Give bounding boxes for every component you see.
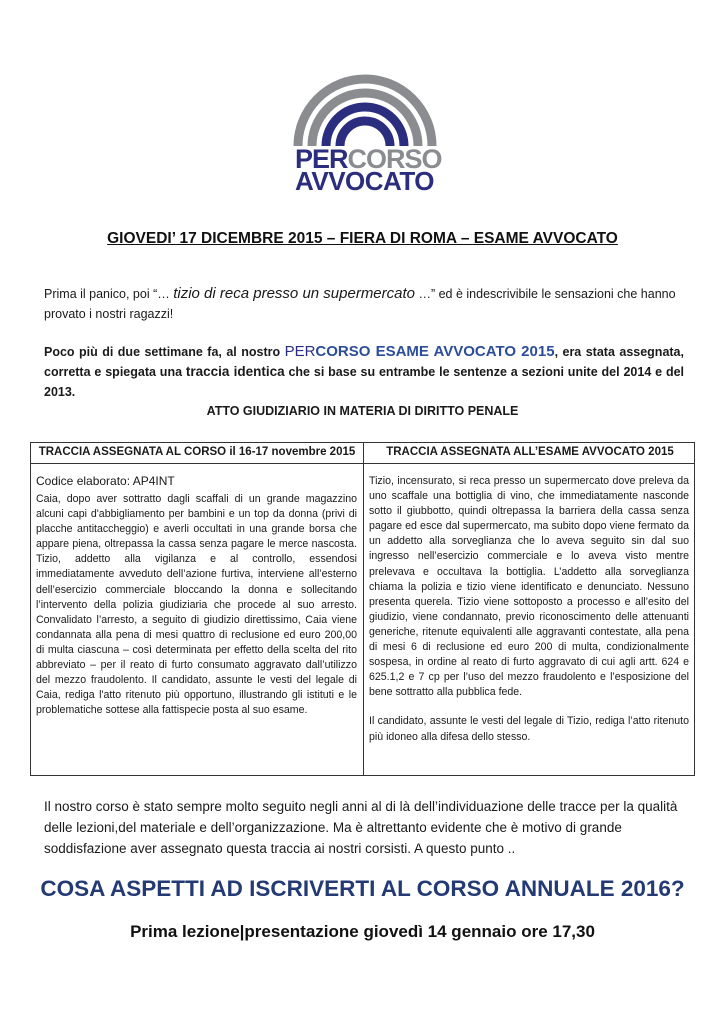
intro-quote: tizio di reca presso un supermercato (173, 285, 415, 302)
course-ident: traccia identica (185, 364, 285, 379)
table-cell-right (369, 474, 689, 745)
code-label: Codice elaborato: AP4INT (36, 474, 175, 488)
table-header-right: TRACCIA ASSEGNATA ALL’ESAME AVVOCATO 2015 (386, 446, 674, 458)
intro-after: …” ed è indescrivibile le sensazioni che hanno provato i nostri ragazzi! (44, 287, 676, 321)
table-cell-left (36, 473, 357, 718)
right-trace-text: Tizio, incensurato, si reca presso un supermercato dove preleva da uno scaffale una bottiglia di vino, che immediatamente nasconde sotto il giubbotto, quindi oltrepassa la barriera della cassa senza pagare ed esce dal supermercato, ma subito dopo viene fermato da un addetto alla sorveglianza che lo aveva seguito sin dal suo ingresso nell’esercizio commerciale e lo aveva visto mentre prelevava e occultava la bottiglia. L’addetto alla sorveglianza chiama la polizia e tizio viene identificato e denunciato. Nessuno presenta querela. Tizio viene sottoposto a processo e all’esito del giudizio, viene condannato, previo riconoscimento delle attenuanti generiche, ritenute equivalenti alle aggravanti contestate, alla pena di mesi 6 di reclusione ed euro 200 di multa, condizionalmente sospesa, in ordine al reato di furto aggravato di cui agli artt. 624 e 625.1,2 e 7 cp per l’uso del mezzo fraudolento e l’esposizione del bene sottratto alla pubblica fede. (369, 475, 689, 699)
course-paragraph (44, 342, 684, 402)
course-name: CORSO ESAME AVVOCATO 2015 (315, 343, 555, 360)
closing-paragraph: Il nostro corso è stato sempre molto seguito negli anni al di là dell’individuazione delle tracce per la qualità delle lezioni,del materiale e dell’organizzazione. Ma è altrettanto evidente che è motivo di grande soddisfazione aver assegnato questa traccia ai nostri corsisti. A questo punto .. (44, 799, 678, 856)
course-after: che si base su entrambe le sentenze a sezioni unite del 2014 e del 2013. (44, 365, 685, 399)
logo-wordmark-bottom: AVVOCATO (295, 166, 435, 196)
table-header-left: TRACCIA ASSEGNATA AL CORSO il 16-17 novembre 2015 (38, 446, 356, 458)
logo-per: PER (295, 144, 348, 174)
logo-corso: CORSO (347, 144, 442, 174)
comparison-table (30, 442, 695, 776)
page-heading: GIOVEDI’ 17 DICEMBRE 2015 – FIERA DI ROMA – ESAME AVVOCATO (107, 230, 618, 247)
left-trace-text: Caia, dopo aver sottratto dagli scaffali di un grande magazzino alcuni capi d'abbigliamento per bambini e un top da donna (privi di placche antitaccheggio) e averli occultati in una grande borsa che appare piena, oltrepassa la cassa senza pagare le merce nascosta. Tizio, addetto alla vigilanza e al controllo, essendosi immediatamente avveduto dell’azione furtiva, interviene all’esterno dell’esercizio commerciale bloccando la donna e sollecitando l’intervento della polizia giudiziaria che procede al suo arresto. Convalidato l’arresto, a seguito di giudizio direttissimo, Caia viene condannata alla pena di mesi quattro di reclusione ed euro 200,00 di multa ciascuna – così determinata per effetto della scelta del rito abbreviato – per il reato di furto consumato aggravato dall’utilizzo del mezzo fraudolento. Il candidato, assunte le vesti del legale di Caia, rediga l'atto ritenuto più opportuno, illustrando gli istituti e le problematiche sottese alla fattispecie posta al suo esame. (36, 493, 357, 717)
course-per: PER (284, 343, 316, 360)
first-lesson-info: Prima lezione|presentazione giovedì 14 gennaio ore 17,30 (130, 922, 595, 941)
intro-paragraph (44, 284, 684, 324)
right-trace-instruction: Il candidato, assunte le vesti del legale di Tizio, rediga l’atto ritenuto più idoneo alla difesa dello stesso. (369, 715, 689, 743)
table-header-divider (31, 463, 694, 464)
section-subheading: ATTO GIUDIZIARIO IN MATERIA DI DIRITTO PENALE (206, 404, 519, 418)
table-column-divider (363, 443, 364, 775)
intro-before: Prima il panico, poi “… (44, 287, 174, 301)
logo (290, 66, 442, 196)
logo-arcs-icon (290, 66, 440, 150)
call-to-action: COSA ASPETTI AD ISCRIVERTI AL CORSO ANNUALE 2016? (40, 876, 685, 901)
course-before: Poco più di due settimane fa, al nostro (44, 345, 285, 359)
course-middle: , era stata assegnata, corretta e spiegata una (44, 345, 684, 379)
